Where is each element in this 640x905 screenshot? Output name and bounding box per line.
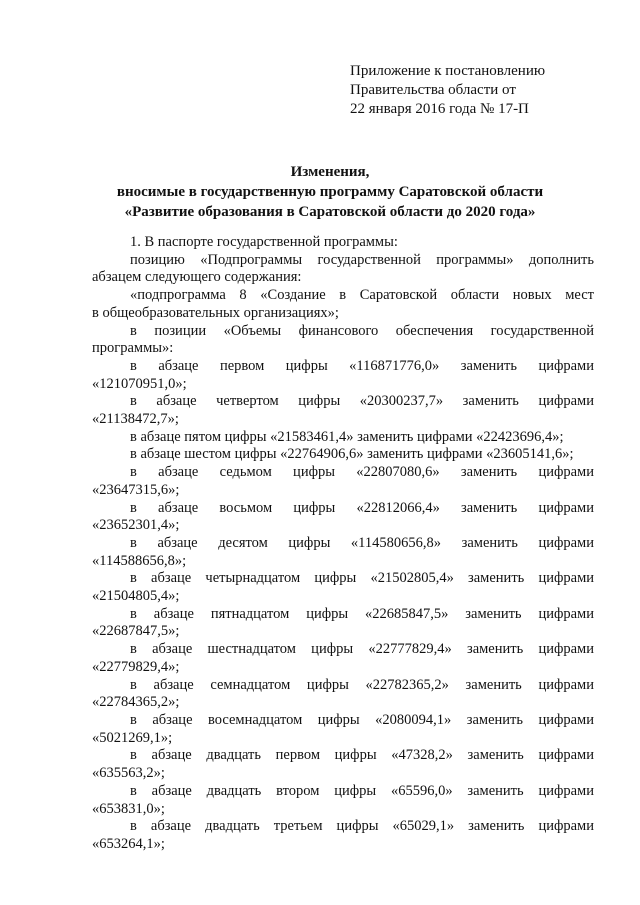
paragraph xyxy=(92,446,594,464)
paragraph xyxy=(92,641,594,676)
paragraph-continuation: «21138472,7»; xyxy=(92,411,179,428)
paragraph xyxy=(92,287,594,322)
paragraph xyxy=(92,606,594,641)
paragraph xyxy=(92,677,594,712)
paragraph-first-line: в абзаце седьмом цифры «22807080,6» заменить цифрами xyxy=(130,464,594,481)
paragraph-first-line: в абзаце шестнадцатом цифры «22777829,4» заменить цифрами xyxy=(130,641,594,658)
paragraph xyxy=(92,818,594,853)
document-title xyxy=(60,162,600,222)
paragraph-first-line: в абзаце двадцать третьем цифры «65029,1» заменить цифрами xyxy=(130,818,594,835)
paragraph-continuation: в общеобразовательных организациях»; xyxy=(92,304,339,321)
paragraph xyxy=(92,464,594,499)
paragraph-continuation: «21504805,4»; xyxy=(92,588,180,605)
paragraph-first-line: позицию «Подпрограммы государственной программы» дополнить xyxy=(130,251,594,268)
paragraph-continuation: «114588656,8»; xyxy=(92,552,187,569)
approval-line: Приложение к постановлению xyxy=(350,63,546,79)
paragraph-continuation: «653831,0»; xyxy=(92,800,165,817)
paragraph-continuation: «653264,1»; xyxy=(92,835,165,852)
title-line: «Развитие образования в Саратовской области до 2020 года» xyxy=(124,204,536,220)
paragraph-continuation: «22779829,4»; xyxy=(92,658,180,675)
paragraph-continuation: «5021269,1»; xyxy=(92,729,173,746)
paragraph-first-line: в абзаце восемнадцатом цифры «2080094,1» заменить цифрами xyxy=(130,711,594,728)
paragraph xyxy=(92,393,594,428)
paragraph-first-line: в абзаце четырнадцатом цифры «21502805,4» заменить цифрами xyxy=(130,570,594,587)
paragraph-first-line: в абзаце пятом цифры «21583461,4» заменить цифрами «22423696,4»; xyxy=(130,428,564,445)
approval-line: 22 января 2016 года № 17-П xyxy=(350,101,529,117)
paragraph-first-line: в абзаце двадцать первом цифры «47328,2» заменить цифрами xyxy=(130,747,594,764)
document-body xyxy=(92,234,594,854)
paragraph xyxy=(92,535,594,570)
paragraph-first-line: в абзаце двадцать втором цифры «65596,0» заменить цифрами xyxy=(130,782,594,799)
title-line: вносимые в государственную программу Саратовской области xyxy=(116,184,544,200)
paragraph-first-line: в абзаце восьмом цифры «22812066,4» заменить цифрами xyxy=(130,499,594,516)
paragraph-first-line: в абзаце четвертом цифры «20300237,7» заменить цифрами xyxy=(130,393,594,410)
paragraph xyxy=(92,429,594,447)
paragraph xyxy=(92,712,594,747)
paragraph xyxy=(92,323,594,358)
paragraph-continuation: абзацем следующего содержания: xyxy=(92,269,302,286)
paragraph-first-line: в позиции «Объемы финансового обеспечения государственной xyxy=(130,322,594,339)
paragraph-continuation: «635563,2»; xyxy=(92,765,165,782)
paragraph-continuation: программы»: xyxy=(92,340,174,357)
paragraph xyxy=(92,252,594,287)
paragraph xyxy=(92,358,594,393)
paragraph-first-line: в абзаце пятнадцатом цифры «22685847,5» заменить цифрами xyxy=(130,605,594,622)
paragraph-first-line: в абзаце семнадцатом цифры «22782365,2» заменить цифрами xyxy=(130,676,594,693)
paragraph-continuation: «23647315,6»; xyxy=(92,481,180,498)
paragraph-first-line: 1. В паспорте государственной программы: xyxy=(130,234,398,250)
paragraph xyxy=(92,234,594,252)
paragraph xyxy=(92,570,594,605)
paragraph-continuation: «23652301,4»; xyxy=(92,517,180,534)
paragraph-first-line: в абзаце шестом цифры «22764906,6» заменить цифрами «23605141,6»; xyxy=(130,446,574,463)
approval-block xyxy=(350,62,545,119)
paragraph-continuation: «22784365,2»; xyxy=(92,694,180,711)
paragraph-continuation: «121070951,0»; xyxy=(92,375,187,392)
paragraph-first-line: «подпрограмма 8 «Создание в Саратовской области новых мест xyxy=(130,287,594,304)
title-line: Изменения, xyxy=(290,164,370,180)
paragraph xyxy=(92,500,594,535)
paragraph-continuation: «22687847,5»; xyxy=(92,623,180,640)
paragraph xyxy=(92,783,594,818)
paragraph-first-line: в абзаце десятом цифры «114580656,8» заменить цифрами xyxy=(130,534,594,551)
paragraph-first-line: в абзаце первом цифры «116871776,0» заменить цифрами xyxy=(130,357,594,374)
paragraph xyxy=(92,747,594,782)
approval-line: Правительства области от xyxy=(350,82,516,98)
